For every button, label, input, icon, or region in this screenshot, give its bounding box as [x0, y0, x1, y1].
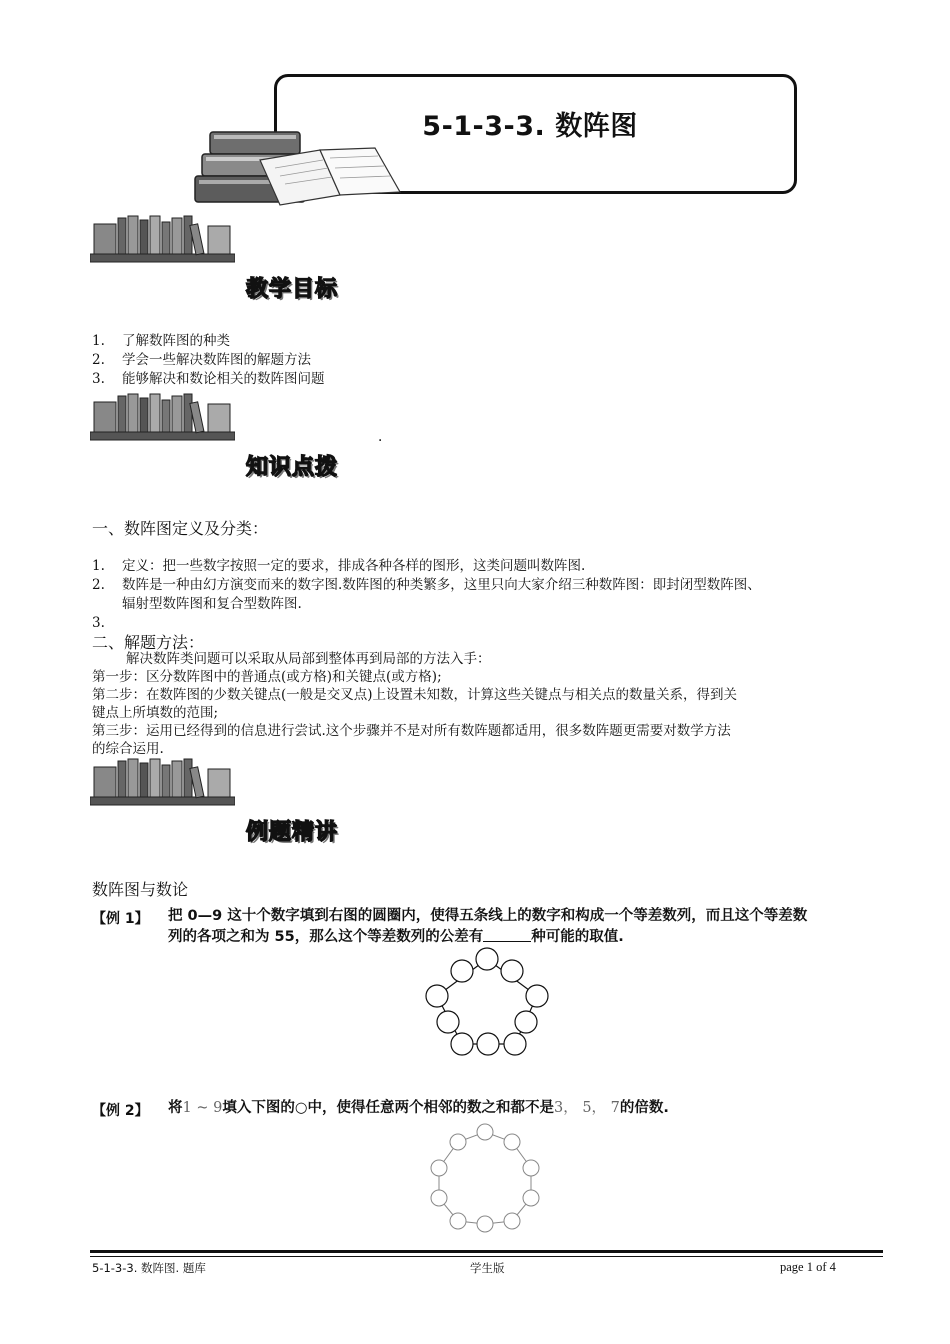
footer-center: 学生版	[470, 1261, 505, 1275]
ring-circle-diagram	[425, 1120, 545, 1235]
method-line: 第二步：在数阵图的少数关键点(一般是交叉点)上设置未知数，计算这些关键点与相关点的数量关系，得到关	[92, 687, 738, 703]
answer-blank	[483, 928, 531, 942]
footer-rule	[90, 1256, 883, 1257]
list-item: 1. 了解数阵图的种类	[92, 333, 230, 349]
section-title-goals: 教学目标	[246, 277, 339, 302]
knowledge-heading-2: 二、解题方法：	[92, 633, 205, 652]
list-item: 辐射型数阵图和复合型数阵图.	[122, 596, 302, 612]
bookshelf-icon	[90, 390, 235, 442]
example-2-text: 将1 ~ 9填入下图的○中，使得任意两个相邻的数之和都不是3， 5， 7的倍数.	[168, 1100, 669, 1116]
example-1-label: 【例 1】	[92, 911, 149, 927]
list-item: 3. 能够解决和数论相关的数阵图问题	[92, 371, 325, 387]
bookshelf-icon	[90, 212, 235, 264]
footer-left: 5-1-3-3. 数阵图. 题库	[92, 1261, 206, 1275]
pentagon-circle-diagram	[420, 944, 555, 1064]
list-item: 2. 学会一些解决数阵图的解题方法	[92, 352, 311, 368]
section-title-examples: 例题精讲	[246, 820, 339, 845]
method-line: 的综合运用.	[92, 741, 164, 757]
page-title: 5-1-3-3. 数阵图	[422, 111, 638, 142]
topic-heading: 数阵图与数论	[92, 880, 189, 899]
list-item: 1. 定义：把一些数字按照一定的要求，排成各种各样的图形，这类问题叫数阵图.	[92, 558, 586, 574]
example-1-text: 把 0—9 这十个数字填到右图的圆圈内，使得五条线上的数字和构成一个等差数列，而且这个等差数 列的各项之和为 55，那么这个等差数列的公差有 种可能的取值.	[168, 908, 808, 945]
footer-rule	[90, 1250, 883, 1253]
method-line: 第一步：区分数阵图中的普通点(或方格)和关键点(或方格);	[92, 669, 442, 685]
method-line: 解决数阵类问题可以采取从局部到整体再到局部的方法入手：	[126, 651, 491, 667]
section-title-knowledge: 知识点拨	[246, 455, 339, 480]
example-2-label: 【例 2】	[92, 1103, 149, 1119]
method-line: 第三步：运用已经得到的信息进行尝试.这个步骤并不是对所有数阵题都适用，很多数阵题更需要对数学方法	[92, 723, 731, 739]
book-stack-icon	[190, 120, 410, 210]
list-item: 3.	[92, 615, 105, 631]
knowledge-heading-1: 一、数阵图定义及分类：	[92, 519, 269, 538]
method-line: 键点上所填数的范围;	[92, 705, 219, 721]
footer-page-number: page 1 of 4	[780, 1260, 836, 1274]
bookshelf-icon	[90, 755, 235, 807]
dot-mark: .	[378, 429, 383, 445]
list-item: 2. 数阵是一种由幻方演变而来的数字图.数阵图的种类繁多，这里只向大家介绍三种数阵图：即封闭型数阵图、	[92, 577, 761, 593]
